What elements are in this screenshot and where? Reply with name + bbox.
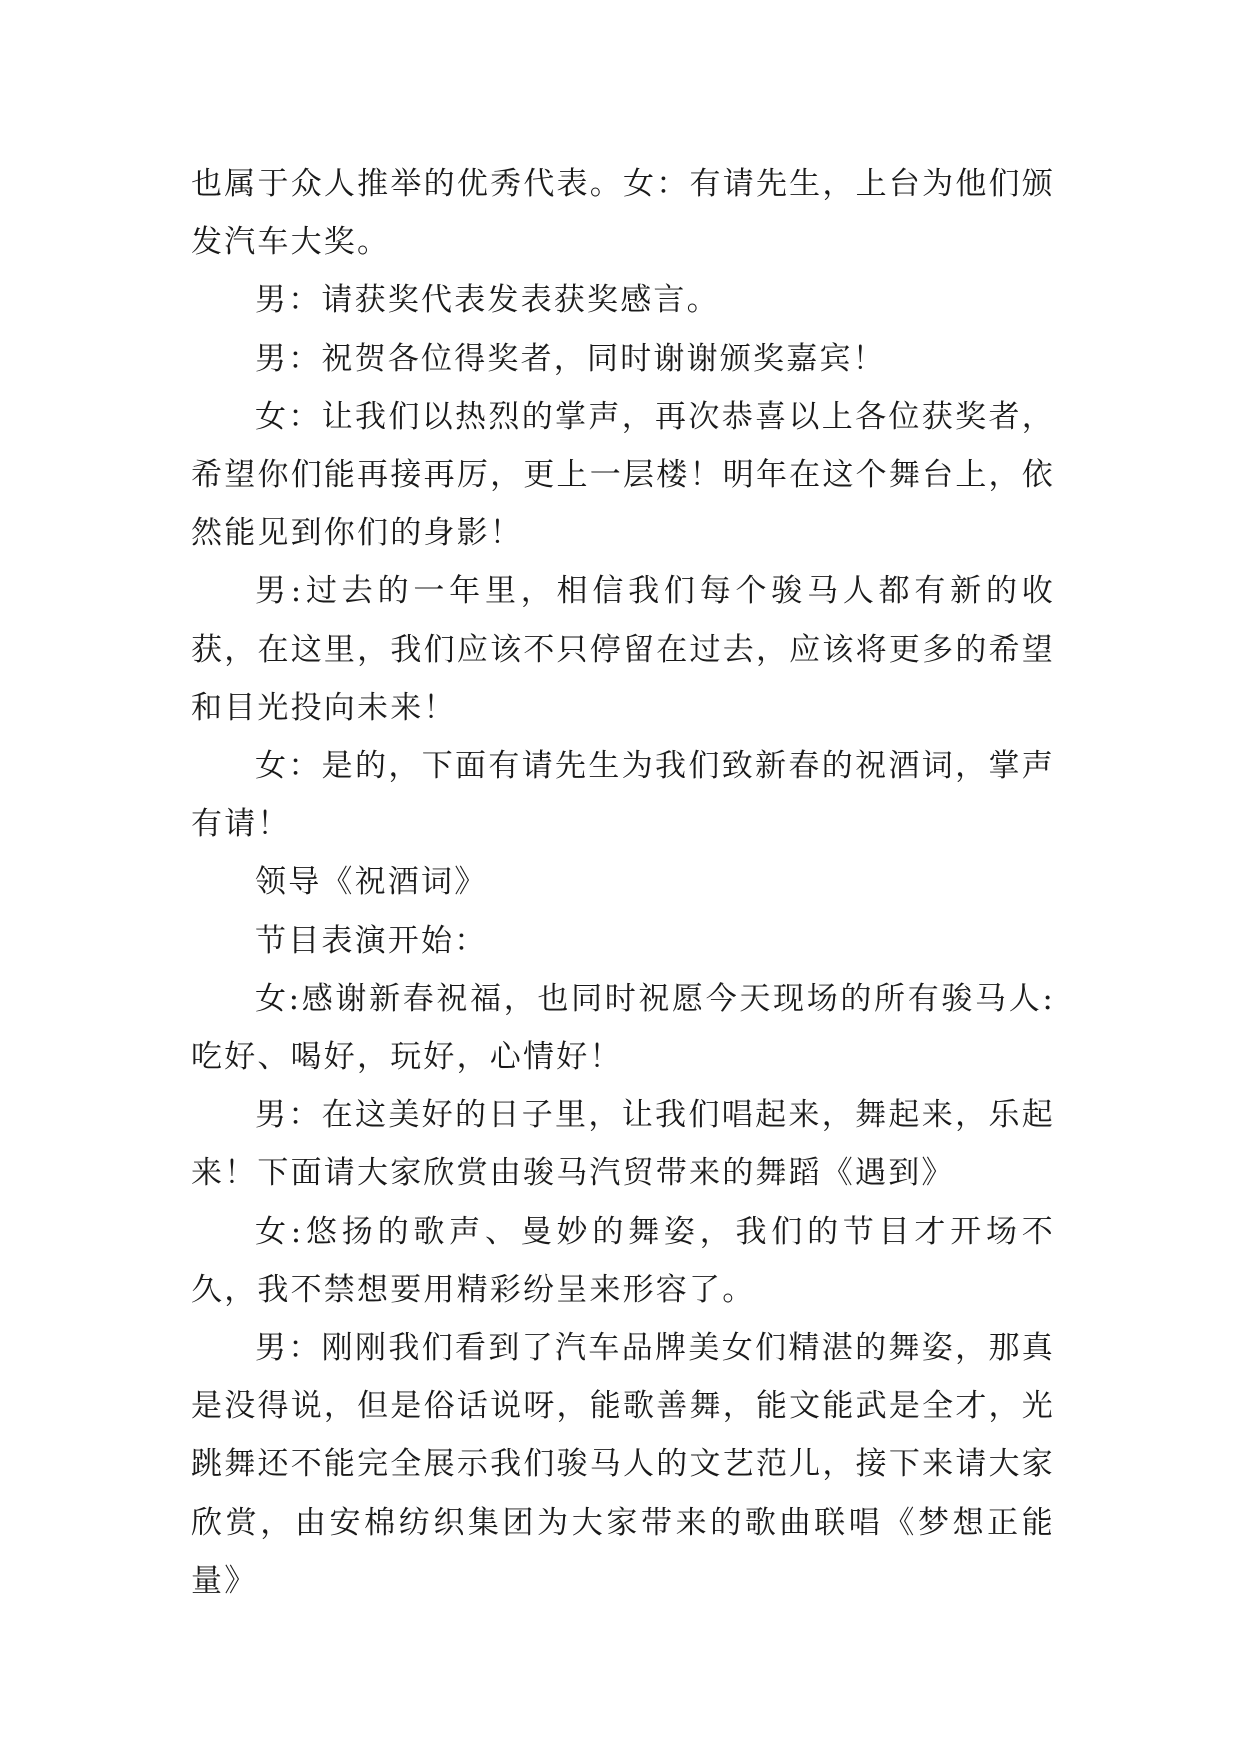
paragraph-5: 男:过去的一年里，相信我们每个骏马人都有新的收获，在这里，我们应该不只停留在过去，应该将更多的希望和目光投向未来！ [191,573,1055,726]
paragraph-10: 男：在这美好的日子里，让我们唱起来，舞起来，乐起来！下面请大家欣赏由骏马汽贸带来的舞蹈《遇到》 [191,1097,1055,1192]
paragraph-6: 女：是的，下面有请先生为我们致新春的祝酒词，掌声有请！ [191,748,1055,843]
paragraph-2: 男：请获奖代表发表获奖感言。 [255,282,720,319]
paragraph-1: 也属于众人推举的优秀代表。女：有请先生，上台为他们颁发汽车大奖。 [191,166,1055,261]
paragraph-8: 节目表演开始： [255,922,488,959]
paragraph-4: 女：让我们以热烈的掌声，再次恭喜以上各位获奖者，希望你们能再接再厉，更上一层楼！明年在这个舞台上，依然能见到你们的身影！ [191,398,1055,552]
paragraph-3: 男：祝贺各位得奖者，同时谢谢颁奖嘉宾！ [255,340,886,377]
paragraph-12: 男：刚刚我们看到了汽车品牌美女们精湛的舞姿，那真是没得说，但是俗话说呀，能歌善舞，能文能武是全才，光跳舞还不能完全展示我们骏马人的文艺范儿，接下来请大家欣赏，由安棉纺织集团为大家带来的歌曲联唱《梦想正能量》 [191,1330,1055,1599]
paragraph-9: 女:感谢新春祝福，也同时祝愿今天现场的所有骏马人:吃好、喝好，玩好，心情好！ [191,980,1055,1076]
paragraph-11: 女:悠扬的歌声、曼妙的舞姿，我们的节目才开场不久，我不禁想要用精彩纷呈来形容了。 [191,1213,1055,1308]
paragraph-7: 领导《祝酒词》 [255,864,488,901]
document-body [191,155,1055,1610]
